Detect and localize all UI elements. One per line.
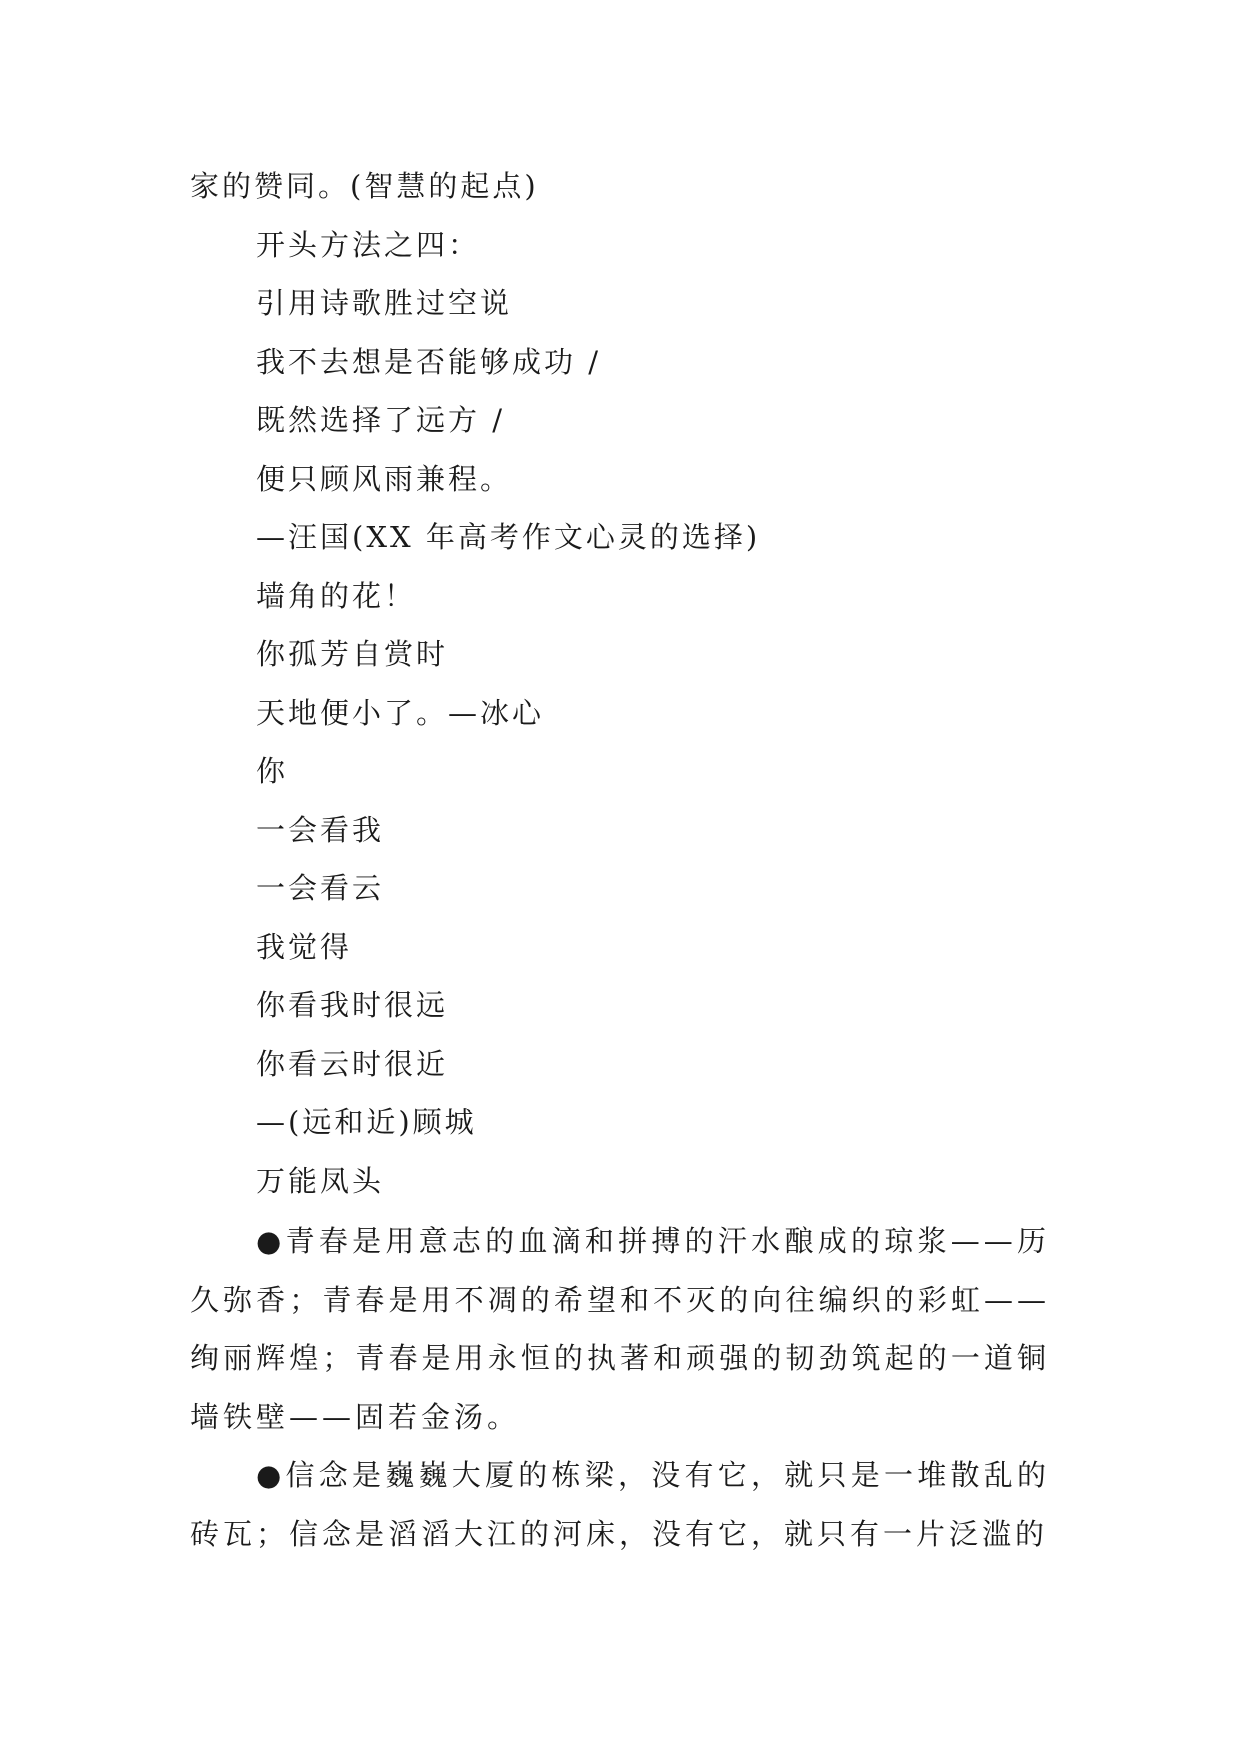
poem-line: 我觉得 — [256, 929, 353, 964]
poem-line: 墙角的花！ — [256, 578, 417, 613]
poem-line: 既然选择了远方 / — [256, 403, 505, 437]
text-line-continuation: 家的赞同。(智慧的起点) — [190, 169, 539, 203]
poem-line: 你看云时很近 — [256, 1046, 449, 1081]
poem-attribution: —汪国(XX 年高考作文心灵的选择) — [256, 520, 761, 554]
poem-line: 我不去想是否能够成功 / — [256, 344, 601, 379]
bullet-paragraph: ●信念是巍巍大厦的栋梁，没有它，就只是一堆散乱的砖瓦；信念是滔滔大江的河床，没有它，就只有一片泛滥的 — [190, 1458, 1050, 1551]
poem-line: 你孤芳自赏时 — [256, 637, 449, 671]
bullet-paragraph: ●青春是用意志的血滴和拼搏的汗水酿成的琼浆——历久弥香；青春是用不凋的希望和不灭的向往编织的彩虹——绚丽辉煌；青春是用永恒的执著和顽强的韧劲筑起的一道铜墙铁壁——固若金汤。 — [190, 1224, 1050, 1434]
poem-line: 你 — [256, 754, 289, 788]
poem-line: 一会看云 — [256, 871, 385, 905]
document-body — [190, 157, 1050, 1563]
section-heading: 万能凤头 — [256, 1163, 385, 1198]
poem-line: 便只顾风雨兼程。 — [256, 461, 513, 496]
poem-attribution: —(远和近)顾城 — [256, 1105, 477, 1139]
poem-line: 天地便小了。—冰心 — [256, 695, 545, 730]
poem-line: 一会看我 — [256, 812, 385, 847]
poem-line: 你看我时很远 — [256, 988, 449, 1022]
section-heading: 开头方法之四： — [256, 227, 481, 262]
subheading: 引用诗歌胜过空说 — [256, 286, 513, 320]
